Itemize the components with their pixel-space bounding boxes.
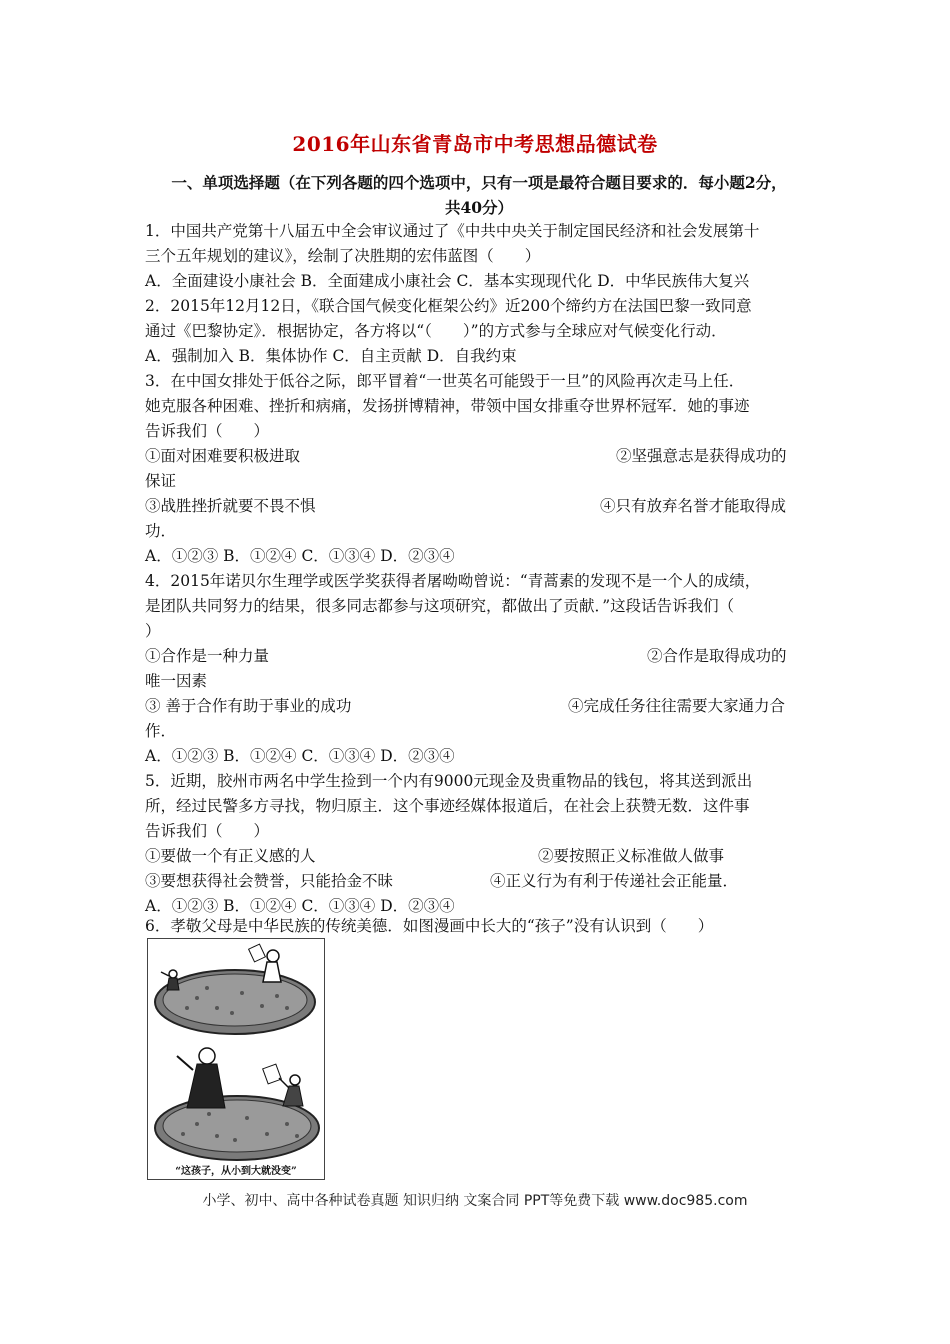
q4-stem-line2: 是团队共同努力的结果，很多同志都参与这项研究，都做出了贡献．”这段话告诉我们（: [145, 597, 735, 615]
q4-statement-2-cont: 唯一因素: [145, 672, 208, 690]
q3-options: A．①②③ B．①②④ C．①③④ D．②③④: [145, 547, 455, 565]
q1-options: A．全面建设小康社会 B．全面建成小康社会 C．基本实现现代化 D．中华民族伟大复兴: [145, 272, 750, 290]
parent-figure-bottom: [290, 1075, 300, 1085]
cartoon-caption: “这孩子，从小到大就没变”: [175, 1166, 297, 1177]
q5-statement-4: ④正义行为有利于传递社会正能量．: [490, 872, 739, 890]
cartoon-illustration: [147, 938, 325, 1180]
q2-options: A．强制加入 B．集体协作 C．自主贡献 D．自我约束: [145, 347, 517, 365]
q6-stem-line1: 6．孝敬父母是中华民族的传统美德．如图漫画中长大的“孩子”没有认识到（ ）: [145, 917, 714, 935]
q4-statement-2: ②合作是取得成功的: [647, 647, 787, 665]
q3-statement-2-cont: 保证: [145, 472, 177, 490]
q3-stem-line2: 她克服各种困难、挫折和病痛，发扬拼博精神，带领中国女排重夺世界杯冠军．她的事迹: [145, 397, 750, 415]
q1-stem-line1: 1．中国共产党第十八届五中全会审议通过了《中共中央关于制定国民经济和社会发展第十: [145, 222, 760, 240]
grown-child-figure: [199, 1048, 215, 1064]
q5-options: A．①②③ B．①②④ C．①③④ D．②③④: [145, 897, 455, 915]
q5-stem-line2: 所，经过民警多方寻找，物归原主．这个事迹经媒体报道后，在社会上获赞无数．这件事: [145, 797, 750, 815]
q5-statement-1: ①要做一个有正义感的人: [145, 847, 316, 865]
q5-statement-2: ②要按照正义标准做人做事: [538, 847, 725, 865]
q4-statement-1: ①合作是一种力量: [145, 647, 270, 665]
q4-statement-4-cont: 作．: [145, 722, 177, 740]
section-header-line2: 共40分）: [444, 198, 514, 217]
q4-options: A．①②③ B．①②④ C．①③④ D．②③④: [145, 747, 455, 765]
q4-statement-3: ③ 善于合作有助于事业的成功: [145, 697, 352, 715]
q1-stem-line2: 三个五年规划的建议》，绘制了决胜期的宏伟蓝图（ ）: [145, 247, 541, 265]
q3-stem-line3: 告诉我们（ ）: [145, 422, 270, 440]
q3-statement-1: ①面对困难要积极进取: [145, 447, 301, 465]
q4-statement-4: ④完成任务往往需要大家通力合: [568, 697, 786, 715]
page-footer: 小学、初中、高中各种试卷真题 知识归纳 文案合同 PPT等免费下载 www.doc985.com: [202, 1193, 748, 1209]
q3-statement-2: ②坚强意志是获得成功的: [616, 447, 787, 465]
q2-stem-line1: 2．2015年12月12日，《联合国气候变化框架公约》近200个缔约方在法国巴黎一致同意: [145, 297, 752, 315]
q3-stem-line1: 3．在中国女排处于低谷之际，郎平冒着“一世英名可能毁于一旦”的风险再次走马上任．: [145, 372, 745, 390]
q3-statement-4-cont: 功．: [145, 522, 177, 540]
section-header-line1: 一、单项选择题（在下列各题的四个选项中，只有一项是最符合题目要求的．每小题2分，: [171, 173, 787, 192]
q4-stem-line1: 4．2015年诺贝尔生理学或医学奖获得者屠呦呦曾说：“青蒿素的发现不是一个人的成绩，: [145, 572, 761, 590]
q2-stem-line2: 通过《巴黎协定》．根据协定，各方将以“（ ）”的方式参与全球应对气候变化行动．: [145, 322, 727, 340]
q5-statement-3: ③要想获得社会赞誉，只能拾金不昧: [145, 872, 394, 890]
q3-statement-3: ③战胜挫折就要不畏不惧: [145, 497, 316, 515]
child-figure-top: [169, 970, 177, 978]
q4-stem-line3: ）: [145, 622, 161, 640]
page-title: 2016年山东省青岛市中考思想品德试卷: [292, 132, 658, 156]
q3-statement-4: ④只有放弃名誉才能取得成: [600, 497, 787, 515]
q5-stem-line3: 告诉我们（ ）: [145, 822, 270, 840]
q5-stem-line1: 5．近期，胶州市两名中学生捡到一个内有9000元现金及贵重物品的钱包，将其送到派出: [145, 772, 753, 790]
adult-figure-top: [267, 950, 279, 962]
